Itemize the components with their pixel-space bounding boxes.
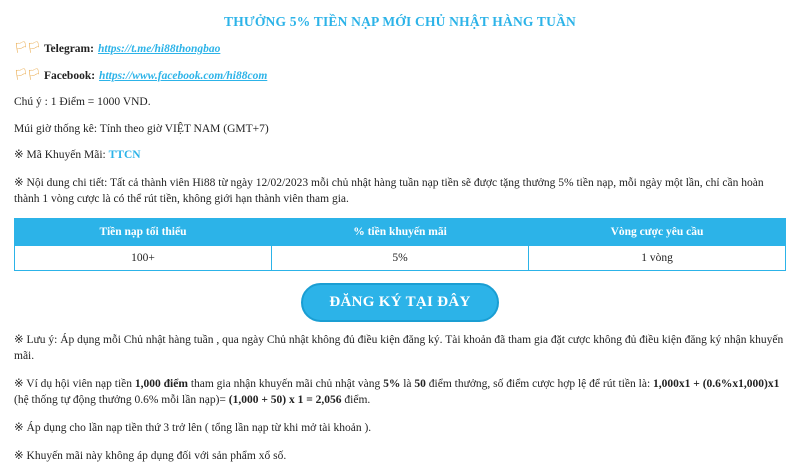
cell-bonus-percent: 5% bbox=[272, 245, 529, 270]
contact-telegram bbox=[14, 42, 786, 58]
contact-facebook bbox=[14, 69, 786, 85]
facebook-link[interactable]: https://www.facebook.com/hi88com bbox=[99, 69, 268, 82]
cell-min-deposit: 100+ bbox=[15, 245, 272, 270]
note-text: ※ Lưu ý: Áp dụng mỗi Chủ nhật hàng tuần , qua ngày Chủ nhật không đủ điều kiện đăng ký. Tài khoản đã tham gia đặt cược không đủ điều kiện đăng ký nhận khuyến mãi. bbox=[14, 333, 784, 362]
promo-table bbox=[14, 218, 786, 271]
cta-wrapper bbox=[14, 283, 786, 322]
table-header-min-deposit: Tiền nạp tối thiểu bbox=[15, 218, 272, 245]
flag-icon: 🏳🏳 bbox=[14, 68, 40, 81]
table-header-row bbox=[15, 218, 786, 245]
promo-code-label: ※ Mã Khuyến Mãi: bbox=[14, 149, 106, 162]
note-text: là bbox=[400, 377, 415, 390]
note-item bbox=[14, 448, 786, 464]
note-emphasis: (1,000 + 50) x 1 = 2,056 bbox=[228, 394, 342, 407]
note-text: ※ Áp dụng cho lần nạp tiền thứ 3 trở lên ( tổng lần nạp từ khi mở tài khoản ). bbox=[14, 422, 372, 435]
note-text: ※ Khuyến mãi này không áp dụng đối với sản phẩm xổ số. bbox=[14, 450, 287, 463]
info-line-timezone: Múi giờ thống kê: Tính theo giờ VIỆT NAM (GMT+7) bbox=[14, 122, 269, 135]
notes-block bbox=[14, 332, 786, 464]
note-item bbox=[14, 420, 786, 436]
cell-rollover: 1 vòng bbox=[529, 245, 786, 270]
note-emphasis: 50 bbox=[414, 377, 426, 390]
promo-detail: ※ Nội dung chi tiết: Tất cả thành viên Hi88 từ ngày 12/02/2023 mỗi chủ nhật hàng tuần nạp tiền sẽ được tặng thưởng 5% tiền nạp, mỗi ngày một lần, chỉ cần hoàn thành 1 vòng cược là có thể rút tiền, không giới hạn thành viên tham gia. bbox=[14, 176, 764, 205]
note-text: (hệ thống tự động thưởng 0.6% mỗi lần nạp)= bbox=[14, 394, 229, 407]
note-emphasis: 1,000x1 + (0.6%x1,000)x1 bbox=[653, 377, 780, 390]
note-text: tham gia nhận khuyến mãi chủ nhật vàng bbox=[187, 377, 384, 390]
note-text: ※ Ví dụ hội viên nạp tiền bbox=[14, 377, 135, 390]
contact-label-facebook: Facebook: bbox=[43, 69, 96, 82]
table-row bbox=[15, 245, 786, 270]
info-line-currency: Chú ý : 1 Điểm = 1000 VND. bbox=[14, 96, 151, 109]
promo-code-value: TTCN bbox=[108, 149, 141, 162]
register-button[interactable]: ĐĂNG KÝ TẠI ĐÂY bbox=[301, 283, 498, 322]
table-header-rollover: Vòng cược yêu cầu bbox=[529, 218, 786, 245]
contact-label-telegram: Telegram: bbox=[43, 43, 94, 55]
note-emphasis: 1,000 điểm bbox=[134, 377, 188, 390]
note-text: điểm thưởng, số điểm cược hợp lệ để rút tiền là: bbox=[425, 377, 654, 390]
telegram-link[interactable]: https://t.me/hi88thongbao bbox=[97, 43, 221, 55]
promo-code-line bbox=[14, 148, 786, 164]
table-header-bonus-percent: % tiền khuyến mãi bbox=[272, 218, 529, 245]
note-text: điểm. bbox=[341, 394, 371, 407]
page-title: THƯỞNG 5% TIỀN NẠP MỚI CHỦ NHẬT HÀNG TUẦN bbox=[224, 14, 576, 29]
note-item bbox=[14, 332, 786, 364]
note-emphasis: 5% bbox=[383, 377, 401, 390]
note-item bbox=[14, 376, 786, 408]
flag-icon: 🏳🏳 bbox=[14, 42, 40, 54]
